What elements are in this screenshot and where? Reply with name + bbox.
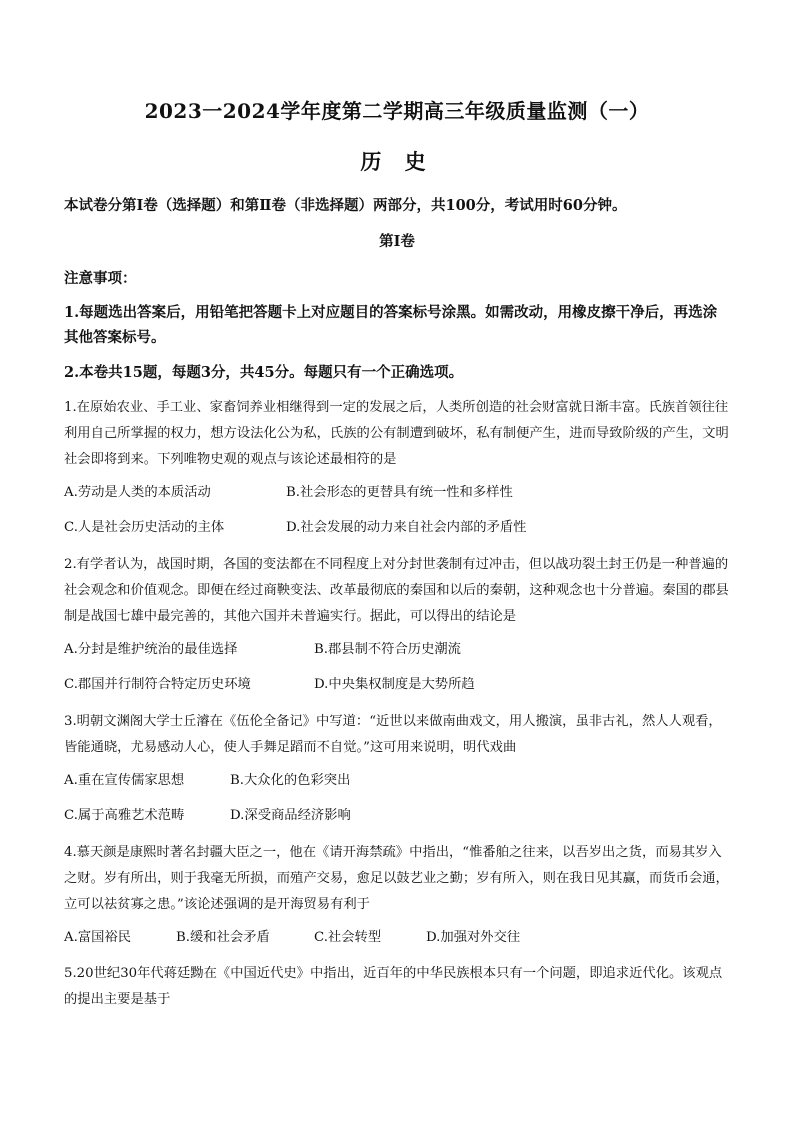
option-c: C.属于高雅艺术范畴 xyxy=(64,808,185,823)
note-2: 2.本卷共15题，每题3分，共45分。每题只有一个正确选项。 xyxy=(64,364,464,381)
option-c: C.人是社会历史活动的主体 xyxy=(64,520,225,535)
exam-intro: 本试卷分第Ⅰ卷（选择题）和第Ⅱ卷（非选择题）两部分，共100分，考试用时60分钟。 xyxy=(64,197,627,214)
volume-heading: 第Ⅰ卷 xyxy=(379,233,415,250)
exam-title: 2023一2024学年度第二学期高三年级质量监测（一） xyxy=(144,99,650,123)
option-d: D.加强对外交往 xyxy=(426,930,521,945)
question-2-stem: 2.有学者认为，战国时期，各国的变法都在不同程度上对分封世袭制有过冲击，但以战功裂土封王仍是一种普遍的社会观念和价值观念。即便在经过商鞅变法、改革最彻底的秦国和以后的秦朝，这种观念也十分普遍。秦国的郡县制是战国七雄中最完善的，其他六国并未普遍实行。据此，可以得出的结论是 xyxy=(64,557,729,624)
option-d: D.深受商品经济影响 xyxy=(230,808,351,823)
option-a: A.劳动是人类的本质活动 xyxy=(64,485,211,500)
option-c: C.郡国并行制符合特定历史环境 xyxy=(64,677,251,692)
subject-title: 历 史 xyxy=(360,149,434,174)
note-1: 1.每题选出答案后，用铅笔把答题卡上对应题目的答案标号涂黑。如需改动，用橡皮擦干净后，再选涂其他答案标号。 xyxy=(64,304,718,346)
option-a: A.重在宣传儒家思想 xyxy=(64,773,185,788)
option-a: A.分封是维护统治的最佳选择 xyxy=(64,642,238,657)
notes-heading: 注意事项： xyxy=(64,270,137,287)
option-b: B.社会形态的更替具有统一性和多样性 xyxy=(286,485,513,500)
option-b: B.郡县制不符合历史潮流 xyxy=(314,642,461,657)
option-d: D.中央集权制度是大势所趋 xyxy=(314,677,475,692)
option-c: C.社会转型 xyxy=(314,930,382,945)
option-d: D.社会发展的动力来自社会内部的矛盾性 xyxy=(286,520,527,535)
question-3-stem: 3.明朝文渊阁大学士丘濬在《伍伦全备记》中写道：“近世以来做南曲戏文，用人搬演，虽非古礼，然人人观看，皆能通晓，尤易感动人心，使人手舞足蹈而不自觉。”这可用来说明，明代戏曲 xyxy=(64,714,722,755)
question-4-stem: 4.慕天颜是康熙时著名封疆大臣之一，他在《请开海禁疏》中指出，“惟番舶之往来，以吾岁出之货，而易其岁入之财。岁有所出，则于我毫无所损，而殖产交易，愈足以鼓艺业之勤；岁有所入，则在我日见其赢，而货币会通，立可以祛贫寡之患。”该论述强调的是开海贸易有利于 xyxy=(64,845,729,912)
question-1-stem: 1.在原始农业、手工业、家畜饲养业相继得到一定的发展之后，人类所创造的社会财富就日渐丰富。氏族首领往往利用自己所掌握的权力，想方设法化公为私，氏族的公有制遭到破坏，私有制便产生，进而导致阶级的产生，文明社会即将到来。下列唯物史观的观点与该论述最相符的是 xyxy=(64,400,729,467)
option-b: B.大众化的色彩突出 xyxy=(230,773,351,788)
question-5-stem: 5.20世纪30年代蒋廷黝在《中国近代史》中指出，近百年的中华民族根本只有一个问题，即追求近代化。该观点的提出主要是基于 xyxy=(64,966,723,1007)
option-a: A.富国裕民 xyxy=(64,930,132,945)
option-b: B.缓和社会矛盾 xyxy=(176,930,270,945)
